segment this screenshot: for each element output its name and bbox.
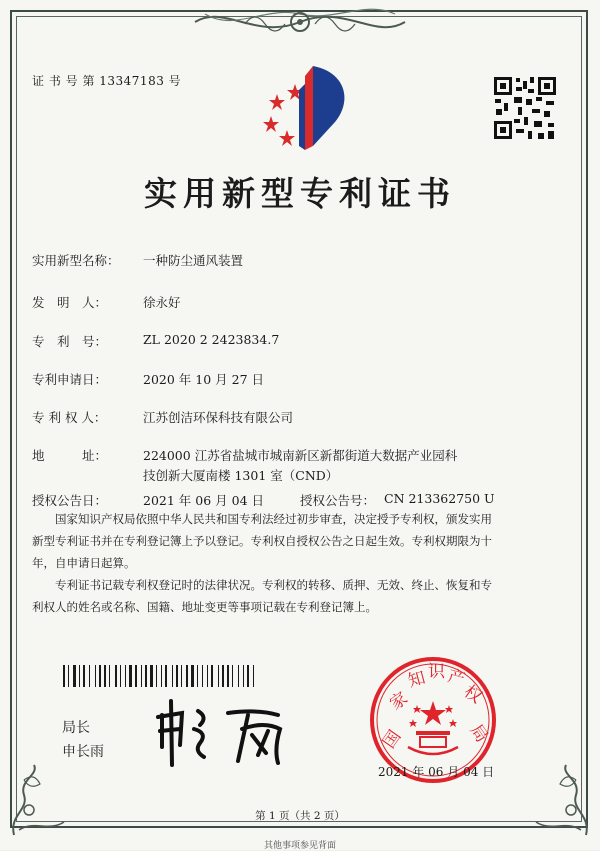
svg-text:产: 产 <box>445 666 468 690</box>
barcode-bar <box>95 665 96 687</box>
barcode-bar <box>99 665 101 687</box>
barcode-bar <box>150 665 153 687</box>
paragraph-1-line-1: 国家知识产权局依照中华人民共和国专利法经过初步审查，决定授予专利权，颁发实用 <box>32 512 492 526</box>
barcode-bar <box>104 665 106 687</box>
ornament-icon <box>526 760 596 840</box>
barcode-bar <box>247 665 249 687</box>
barcode-bar <box>145 665 147 687</box>
barcode-bar <box>115 665 117 687</box>
qr-code-icon <box>492 75 558 141</box>
filing-date-label: 专利申请日： <box>32 372 108 387</box>
svg-text:国: 国 <box>379 726 406 753</box>
barcode-bar <box>109 665 110 687</box>
barcode-bar <box>222 665 224 687</box>
ornament-icon <box>185 2 415 42</box>
barcode-bar <box>181 665 182 687</box>
signature-icon <box>150 695 310 770</box>
barcode-bar <box>207 665 208 687</box>
barcode-bar <box>238 665 239 687</box>
barcode-bar <box>186 665 188 687</box>
filing-date-value: 2020 年 10 月 27 日 <box>143 372 264 387</box>
paragraph-1-line-3: 年，自申请日起算。 <box>32 556 136 570</box>
barcode-bar <box>141 665 142 687</box>
barcode-bar <box>129 665 132 687</box>
barcode-icon <box>63 665 293 687</box>
barcode-bar <box>227 665 229 687</box>
patent-number-value: ZL 2020 2 2423834.7 <box>143 332 280 347</box>
grant-date-label: 授权公告日： <box>32 493 108 508</box>
barcode-bar <box>211 665 213 687</box>
barcode-bar <box>63 665 65 687</box>
barcode-bar <box>73 665 76 687</box>
barcode-bar <box>172 665 173 687</box>
paragraph-1-line-2: 新型专利证书并在专利登记簿上予以登记。专利权自授权公告之日起生效。专利权期限为十 <box>32 534 492 548</box>
certificate-title: 实用新型专利证书 <box>144 174 456 213</box>
barcode-bar <box>197 665 198 687</box>
address-line-2: 技创新大厦南楼 1301 室（CND） <box>143 468 339 483</box>
signatory-name: 申长雨 <box>62 744 104 760</box>
logo-icon <box>255 60 355 152</box>
name-label: 实用新型名称： <box>32 253 120 268</box>
barcode-bar <box>156 665 157 687</box>
certificate-number: 证 书 号 第 13347183 号 <box>32 74 182 88</box>
barcode-bar <box>176 665 178 687</box>
barcode-bar <box>161 665 162 687</box>
svg-text:识: 识 <box>428 662 445 682</box>
svg-text:家: 家 <box>386 688 412 715</box>
grant-number-label: 授权公告号： <box>300 493 376 508</box>
barcode-bar <box>68 665 69 687</box>
address-line-1: 224000 江苏省盐城市城南新区新都街道大数据产业园科 <box>143 448 458 463</box>
barcode-bar <box>232 665 233 687</box>
grant-number-value: CN 213362750 U <box>384 491 495 506</box>
barcode-bar <box>79 665 80 687</box>
barcode-bar <box>89 665 90 687</box>
inventor-value: 徐永好 <box>143 295 181 310</box>
patentee-value: 江苏创洁环保科技有限公司 <box>143 410 294 425</box>
barcode-bar <box>83 665 85 687</box>
svg-text:知: 知 <box>405 667 428 692</box>
bottom-cut-text: 其他事项参见背面 <box>263 841 336 851</box>
ornament-icon <box>4 760 74 840</box>
page-footer: 第 1 页（共 2 页） <box>255 810 345 822</box>
inventor-label: 发 明 人： <box>32 295 108 310</box>
barcode-bar <box>165 665 167 687</box>
grant-date-value: 2021 年 06 月 04 日 <box>143 493 264 508</box>
paragraph-2-line-2: 利权人的姓名或名称、国籍、地址变更等事项记载在专利登记簿上。 <box>32 600 377 614</box>
address-label: 地 址： <box>32 448 108 463</box>
barcode-bar <box>253 665 254 687</box>
paragraph-2-line-1: 专利证书记载专利权登记时的法律状况。专利权的转移、质押、无效、终止、恢复和专 <box>32 578 492 592</box>
patent-number-label: 专 利 号： <box>32 334 108 349</box>
barcode-bar <box>218 665 219 687</box>
patentee-label: 专 利 权 人： <box>32 410 107 425</box>
barcode-bar <box>202 665 203 687</box>
signatory-title: 局长 <box>62 720 90 736</box>
barcode-bar <box>135 665 137 687</box>
name-value: 一种防尘通风装置 <box>143 253 244 268</box>
barcode-bar <box>125 665 126 687</box>
svg-text:局: 局 <box>465 720 492 747</box>
barcode-bar <box>191 665 194 687</box>
svg-text:权: 权 <box>459 681 486 708</box>
barcode-bar <box>243 665 244 687</box>
seal-date: 2021 年 06 月 04 日 <box>378 765 495 779</box>
barcode-bar <box>120 665 121 687</box>
